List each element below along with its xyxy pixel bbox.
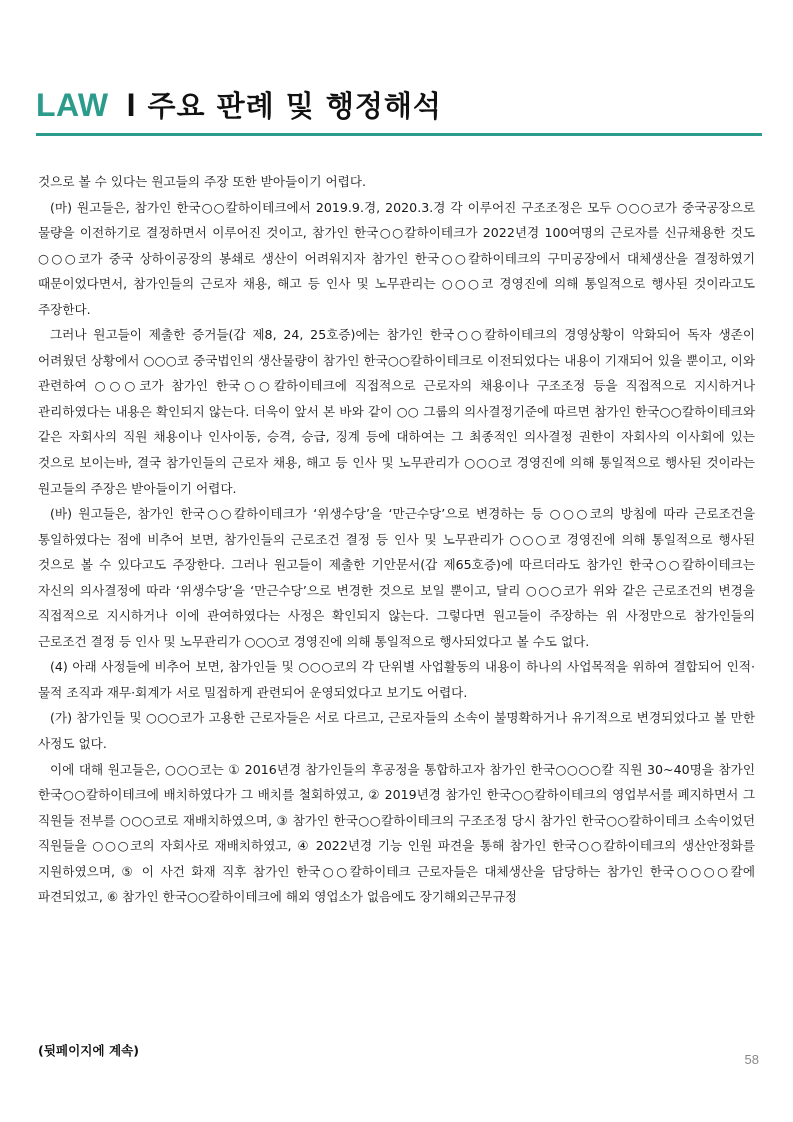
paragraph: (가) 참가인들 및 ○○○코가 고용한 근로자들은 서로 다르고, 근로자들의 소속이 불명확하거나 유기적으로 변경되었다고 볼 만한 사정도 없다.	[38, 710, 755, 752]
paragraph: 것으로 볼 수 있다는 원고들의 주장 또한 받아들이기 어렵다.	[38, 174, 367, 189]
paragraph: (4) 아래 사정들에 비추어 보면, 참가인들 및 ○○○코의 각 단위별 사업활동의 내용이 하나의 사업목적을 위하여 결합되어 인적·물적 조직과 재무·회계가 서로 밀접하게 관련되어 운영되었다고 보기도 어렵다.	[38, 659, 755, 700]
header-rule	[36, 133, 762, 136]
page-title: 주요 판례 및 행정해석	[147, 89, 442, 123]
header-separator: I	[126, 87, 136, 123]
section-label: LAW	[36, 87, 109, 123]
page-number: 58	[744, 1052, 759, 1067]
paragraph: 이에 대해 원고들은, ○○○코는 ① 2016년경 참가인들의 후공정을 통합하고자 참가인 한국○○○○칼 직원 30~40명을 참가인 한국○○칼하이테크에 배치하였다가 그 배치를 철회하였고, ② 2019년경 참가인 한국○○칼하이테크의 영업부서를 폐지하면서 그 직원들 전부를 ○○○코로 재배치하였으며, ③ 참가인 한국○○칼하이테크의 구조조정 당시 참가인 한국○○칼하이테크 소속이었던 직원들을 ○○○코의 자회사로 재배치하였고, ④ 2022년경 기능 인원 파견을 통해 참가인 한국○○칼하이테크의 생산안정화를 지원하였으며, ⑤ 이 사건 화재 직후 참가인 한국○○칼하이테크 근로자들은 대체생산을 담당하는 참가인 한국○○○○칼에 파견되었고, ⑥ 참가인 한국○○칼하이테크에 해외 영업소가 없음에도 장기해외근무규정	[38, 761, 755, 905]
continued-note: (뒷페이지에 계속)	[38, 1043, 140, 1058]
paragraph: (마) 원고들은, 참가인 한국○○칼하이테크에서 2019.9.경, 2020.3.경 각 이루어진 구조조정은 모두 ○○○코가 중국공장으로 물량을 이전하기로 결정하면서 이루어진 것이고, 참가인 한국○○칼하이테크가 2022년경 100여명의 근로자를 신규채용한 것도 ○○○코가 중국 상하이공장의 봉쇄로 생산이 어려워지자 참가인 한국○○칼하이테크의 구미공장에서 대체생산을 결정하였기 때문이었다면서, 참가인들의 근로자 채용, 해고 등 인사 및 노무관리는 ○○○코 경영진에 의해 통일적으로 행사된 것이라고도 주장한다.	[38, 199, 755, 317]
body-text	[38, 169, 755, 910]
page-header	[36, 84, 762, 130]
paragraph: 그러나 원고들이 제출한 증거들(갑 제8, 24, 25호증)에는 참가인 한국○○칼하이테크의 경영상황이 악화되어 독자 생존이 어려웠던 상황에서 ○○○코 중국법인의 생산물량이 참가인 한국○○칼하이테크로 이전되었다는 내용이 기재되어 있을 뿐이고, 이와 관련하여 ○○○코가 참가인 한국○○칼하이테크에 직접적으로 근로자의 채용이나 구조조정 등을 직접적으로 지시하거나 관리하였다는 내용은 확인되지 않는다. 더욱이 앞서 본 바와 같이 ○○ 그룹의 의사결정기준에 따르면 참가인 한국○○칼하이테크와 같은 자회사의 직원 채용이나 인사이동, 승격, 승급, 징계 등에 대하여는 그 최종적인 의사결정 권한이 자회사의 이사회에 있는 것으로 보이는바, 결국 참가인들의 근로자 채용, 해고 등 인사 및 노무관리가 ○○○코 경영진에 의해 통일적으로 행사된 것이라는 원고들의 주장은 받아들이기 어렵다.	[38, 327, 755, 496]
paragraph: (바) 원고들은, 참가인 한국○○칼하이테크가 ‘위생수당’을 ‘만근수당’으로 변경하는 등 ○○○코의 방침에 따라 근로조건을 통일하였다는 점에 비추어 보면, 참가인들의 근로조건 결정 등 인사 및 노무관리가 ○○○코 경영진에 의해 통일적으로 행사된 것으로 볼 수 있다고도 주장한다. 그러나 원고들이 제출한 기안문서(갑 제65호증)에 따르더라도 참가인 한국○○칼하이테크는 자신의 의사결정에 따라 ‘위생수당’을 ‘만근수당’으로 변경한 것으로 보일 뿐이고, 달리 ○○○코가 위와 같은 근로조건의 변경을 직접적으로 지시하거나 이에 관여하였다는 사정은 확인되지 않는다. 그렇다면 원고들이 주장하는 위 사정만으로 참가인들의 근로조건 결정 등 인사 및 노무관리가 ○○○코 경영진에 의해 통일적으로 행사되었다고 볼 수도 없다.	[38, 506, 755, 649]
